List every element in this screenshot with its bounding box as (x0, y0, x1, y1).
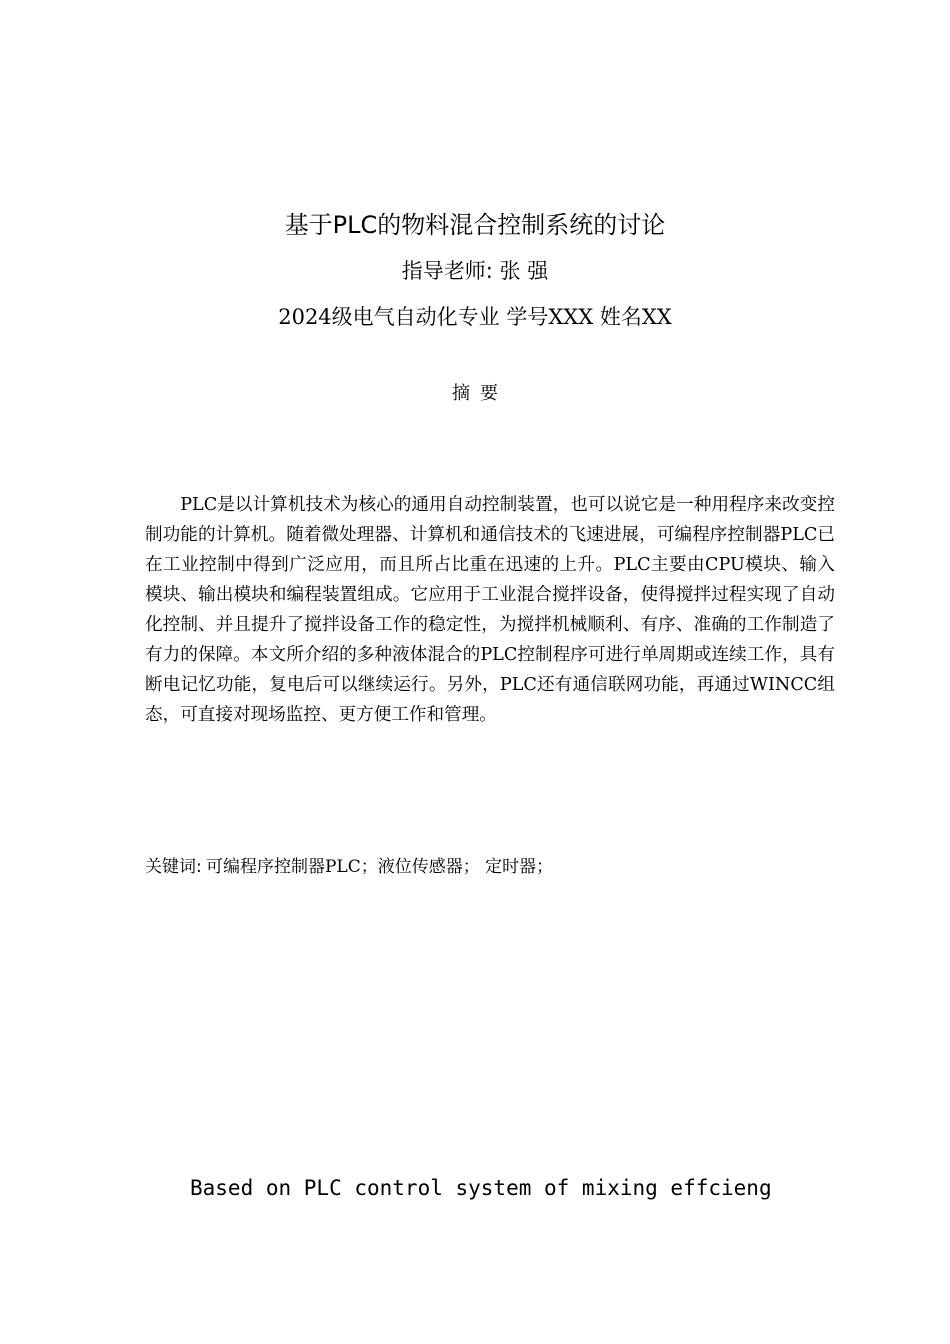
student-info-line: 2024级电气自动化专业 学号XXX 姓名XX (278, 305, 672, 329)
abstract-body: PLC是以计算机技术为核心的通用自动控制装置，也可以说它是一种用程序来改变控制功能的计算机。随着微处理器、计算机和通信技术的飞速进展，可编程序控制器PLC已在工业控制中得到广泛应用，而且所占比重在迅速的上升。PLC主要由CPU模块、输入模块、输出模块和编程装置组成。它应用于工业混合搅拌设备，使得搅拌过程实现了自动化控制、并且提升了搅拌设备工作的稳定性，为搅拌机械顺利、有序、准确的工作制造了有力的保障。本文所介绍的多种液体混合的PLC控制程序可进行单周期或连续工作，具有断电记忆功能，复电后可以继续运行。另外，PLC还有通信联网功能，再通过WINCC组态，可直接对现场监控、更方便工作和管理。 (145, 495, 835, 725)
keywords-text: 可编程序控制器PLC；液位传感器； 定时器； (205, 857, 554, 877)
english-title: Based on PLC control system of mixing effcieng (190, 1176, 772, 1200)
keywords-line (145, 852, 553, 882)
paper-title: 基于PLC的物料混合控制系统的讨论 (284, 211, 666, 239)
abstract-heading: 摘要 (452, 383, 508, 404)
keywords-label: 关键词: (145, 857, 202, 877)
advisor-line: 指导老师: 张 强 (401, 259, 549, 283)
